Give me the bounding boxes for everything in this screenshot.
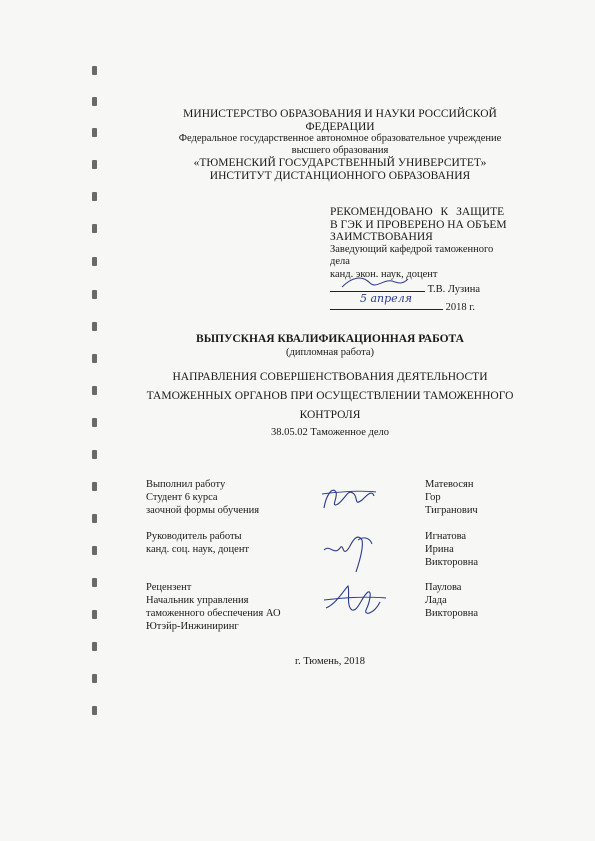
institution-line: Федеральное государственное автономное образовательное учреждение — [178, 133, 502, 144]
university-name: «ТЮМЕНСКИЙ ГОСУДАРСТВЕННЫЙ УНИВЕРСИТЕТ» — [193, 157, 487, 169]
approval-line: РЕКОМЕНДОВАНО К ЗАЩИТЕ — [330, 206, 505, 218]
reviewer-patronymic: Викторовна — [425, 608, 479, 619]
author-signature-icon — [318, 478, 378, 518]
approval-line: ЗАИМСТВОВАНИЯ — [330, 231, 433, 243]
institute-name: ИНСТИТУТ ДИСТАНЦИОННОГО ОБРАЗОВАНИЯ — [209, 169, 471, 182]
reviewer-position: таможенного обеспечения АО — [146, 608, 281, 619]
approval-year: 2018 г. — [445, 301, 475, 313]
reviewer-info — [146, 581, 281, 633]
date-underline — [330, 291, 443, 310]
binder-hole — [92, 128, 97, 137]
supervisor-first-name: Ирина — [425, 544, 454, 555]
author-status: Студент 6 курса — [146, 492, 218, 503]
reviewer-first-name: Лада — [425, 595, 447, 606]
work-subtitle: (дипломная работа) — [286, 347, 374, 358]
specialty: 38.05.02 Таможенное дело — [271, 427, 389, 438]
supervisor-role: Руководитель работы — [146, 531, 242, 542]
binder-hole — [92, 450, 97, 459]
reviewer-position: Начальник управления — [146, 595, 249, 606]
binder-hole — [92, 514, 97, 523]
author-info — [146, 478, 259, 517]
binder-hole — [92, 418, 97, 427]
author-form: заочной формы обучения — [146, 505, 260, 516]
approval-block — [330, 206, 520, 314]
binder-hole — [92, 610, 97, 619]
topic-line: НАПРАВЛЕНИЯ СОВЕРШЕНСТВОВАНИЯ ДЕЯТЕЛЬНОСТИ — [172, 371, 488, 383]
approval-signature-line — [330, 281, 520, 297]
approval-name: Т.В. Лузина — [427, 284, 481, 295]
binder-hole — [92, 674, 97, 683]
institution-line: высшего образования — [291, 145, 389, 156]
reviewer-surname: Паулова — [425, 582, 462, 593]
binder-hole — [92, 482, 97, 491]
supervisor-degree: канд. соц. наук, доцент — [146, 544, 250, 555]
approval-line: В ГЭК И ПРОВЕРЕНО НА ОБЪЕМ — [330, 218, 507, 231]
city-year: г. Тюмень, 2018 — [295, 656, 365, 667]
binder-hole — [92, 290, 97, 299]
binder-hole — [92, 546, 97, 555]
topic-line: КОНТРОЛЯ — [299, 409, 361, 421]
binder-hole — [92, 642, 97, 651]
binder-hole — [92, 578, 97, 587]
reviewer-signature-icon — [322, 580, 388, 620]
binder-hole — [92, 257, 97, 266]
work-title-block — [150, 333, 510, 359]
approval-position: Заведующий кафедрой таможенного — [330, 243, 494, 255]
author-name — [425, 478, 478, 517]
approval-date-line — [330, 291, 520, 315]
binder-hole — [92, 322, 97, 331]
author-patronymic: Тигранович — [425, 505, 478, 516]
binder-hole — [92, 386, 97, 395]
binder-hole — [92, 97, 97, 106]
topic-line: ТАМОЖЕННЫХ ОРГАНОВ ПРИ ОСУЩЕСТВЛЕНИИ ТАМОЖЕННОГО — [146, 390, 514, 402]
supervisor-info — [146, 530, 249, 556]
author-surname: Матевосян — [425, 479, 474, 490]
binder-hole — [92, 224, 97, 233]
reviewer-position: Ютэйр-Инжиниринг — [146, 621, 239, 632]
reviewer-role: Рецензент — [146, 582, 192, 593]
signature-underline — [330, 281, 425, 292]
ministry-header — [160, 108, 520, 182]
binder-hole — [92, 192, 97, 201]
supervisor-surname: Игнатова — [425, 531, 467, 542]
supervisor-name — [425, 530, 478, 569]
supervisor-signature-icon — [318, 526, 378, 576]
author-first-name: Гор — [425, 492, 441, 503]
approval-position: дела — [330, 256, 350, 267]
approval-degree: канд. экон. наук, доцент — [330, 268, 438, 280]
author-role: Выполнил работу — [146, 479, 226, 490]
ministry-line: ФЕДЕРАЦИИ — [305, 120, 375, 133]
ministry-line: МИНИСТЕРСТВО ОБРАЗОВАНИЯ И НАУКИ РОССИЙСКОЙ — [183, 108, 497, 120]
work-title: ВЫПУСКНАЯ КВАЛИФИКАЦИОННАЯ РАБОТА — [196, 333, 464, 345]
handwritten-date: 5 апреля — [360, 291, 412, 305]
binder-hole — [92, 160, 97, 169]
binder-hole — [92, 706, 97, 715]
signature-icon — [340, 273, 410, 293]
work-topic — [140, 368, 520, 425]
binder-hole — [92, 66, 97, 75]
reviewer-name — [425, 581, 478, 620]
binder-hole — [92, 354, 97, 363]
supervisor-patronymic: Викторовна — [425, 557, 479, 568]
